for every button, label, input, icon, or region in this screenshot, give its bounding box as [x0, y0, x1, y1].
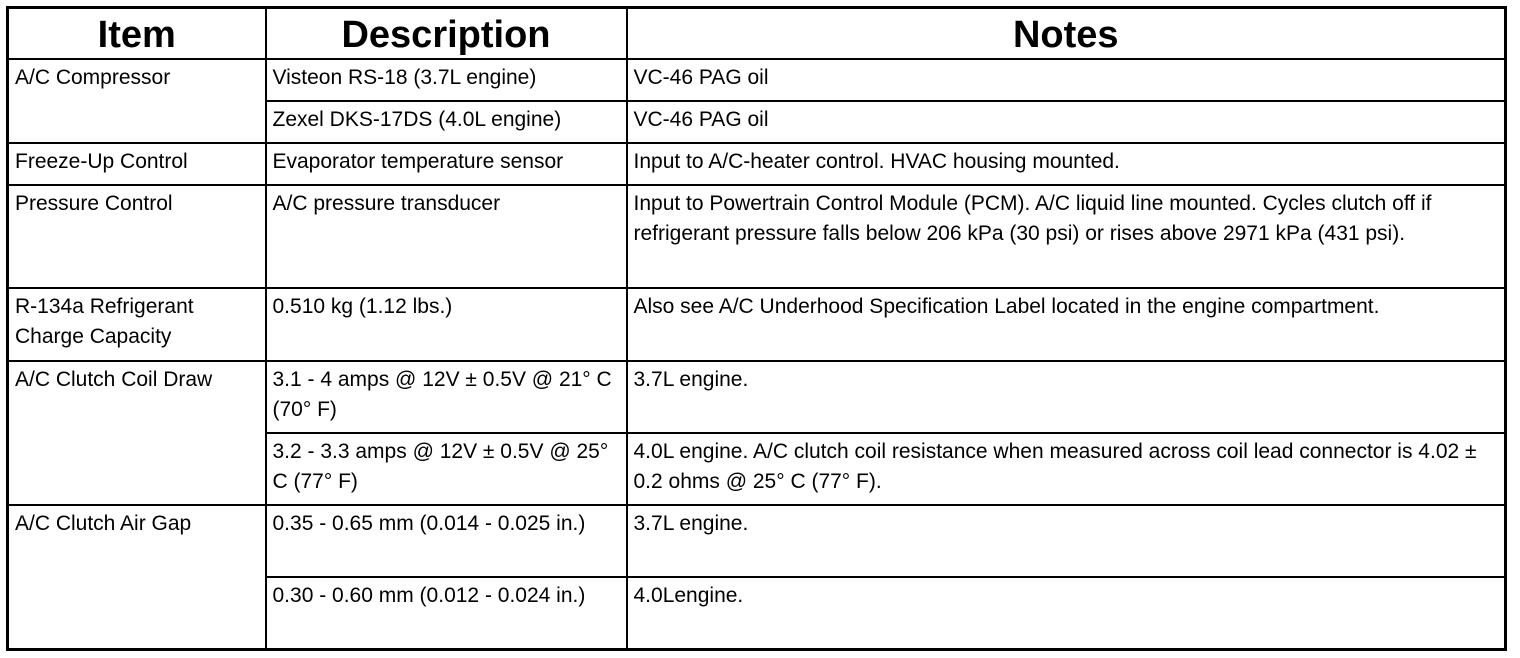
description-cell: Evaporator temperature sensor	[266, 143, 627, 185]
table-row	[8, 59, 1506, 101]
table-row	[8, 288, 1506, 360]
header-description: Description	[266, 8, 627, 59]
specifications-table	[6, 6, 1507, 651]
notes-cell: 3.7L engine.	[627, 505, 1506, 577]
description-cell: 3.2 - 3.3 amps @ 12V ± 0.5V @ 25° C (77° F)	[266, 433, 627, 505]
table-row	[8, 185, 1506, 288]
description-cell: A/C pressure transducer	[266, 185, 627, 288]
notes-cell: VC-46 PAG oil	[627, 101, 1506, 143]
item-clutch-coil-draw: A/C Clutch Coil Draw	[8, 361, 266, 505]
item-ac-compressor: A/C Compressor	[8, 59, 266, 143]
item-clutch-air-gap: A/C Clutch Air Gap	[8, 505, 266, 650]
notes-cell: 4.0L engine. A/C clutch coil resistance when measured across coil lead connector is 4.02 ± 0.2 ohms @ 25° C (77° F).	[627, 433, 1506, 505]
description-cell: Visteon RS-18 (3.7L engine)	[266, 59, 627, 101]
item-refrigerant-capacity: R-134a Refrigerant Charge Capacity	[8, 288, 266, 360]
notes-cell: Input to Powertrain Control Module (PCM). A/C liquid line mounted. Cycles clutch off if refrigerant pressure falls below 206 kPa (30 psi) or rises above 2971 kPa (431 psi).	[627, 185, 1506, 288]
description-cell: 0.35 - 0.65 mm (0.014 - 0.025 in.)	[266, 505, 627, 577]
table-row	[8, 361, 1506, 433]
description-cell: 0.510 kg (1.12 lbs.)	[266, 288, 627, 360]
description-cell: Zexel DKS-17DS (4.0L engine)	[266, 101, 627, 143]
description-cell: 3.1 - 4 amps @ 12V ± 0.5V @ 21° C (70° F)	[266, 361, 627, 433]
item-pressure-control: Pressure Control	[8, 185, 266, 288]
table-row	[8, 143, 1506, 185]
header-row	[8, 8, 1506, 59]
item-freeze-up-control: Freeze-Up Control	[8, 143, 266, 185]
table-row	[8, 505, 1506, 577]
notes-cell: VC-46 PAG oil	[627, 59, 1506, 101]
notes-cell: 3.7L engine.	[627, 361, 1506, 433]
notes-cell: 4.0Lengine.	[627, 577, 1506, 649]
notes-cell: Input to A/C-heater control. HVAC housing mounted.	[627, 143, 1506, 185]
notes-cell: Also see A/C Underhood Specification Label located in the engine compartment.	[627, 288, 1506, 360]
description-cell: 0.30 - 0.60 mm (0.012 - 0.024 in.)	[266, 577, 627, 649]
header-notes: Notes	[627, 8, 1506, 59]
header-item: Item	[8, 8, 266, 59]
